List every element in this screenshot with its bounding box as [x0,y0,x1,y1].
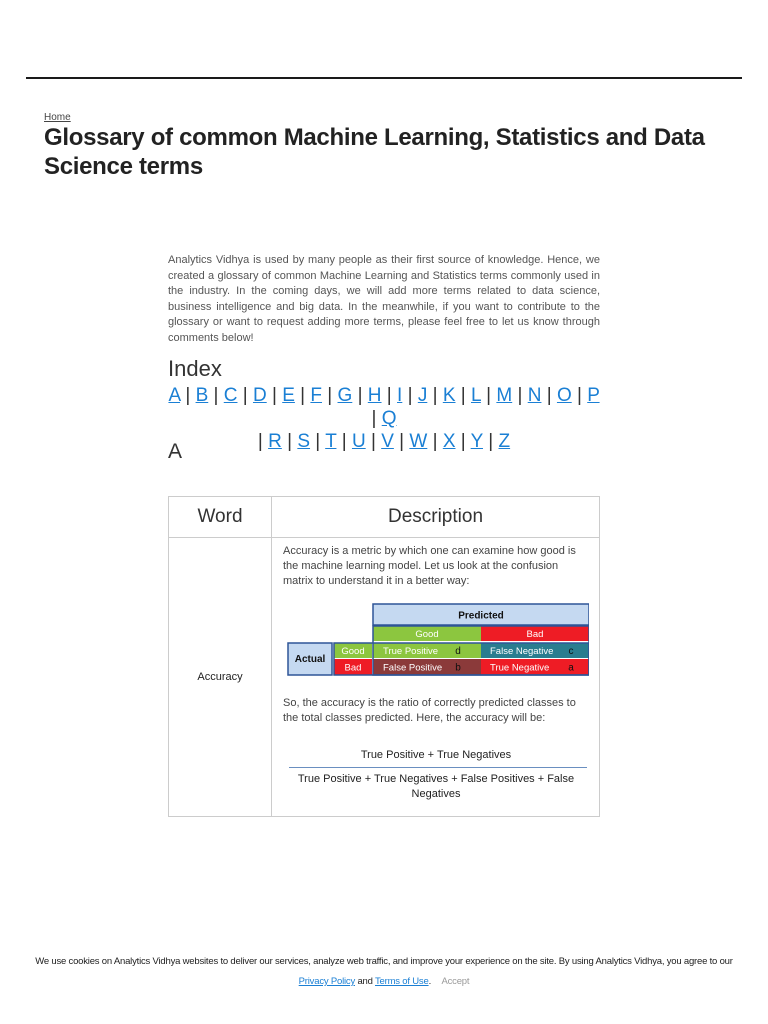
cm-true-positive-label: True Positive [383,646,439,657]
cm-col-bad-label: Bad [526,629,544,640]
alphabet-separator: | [294,385,311,406]
cm-actual-label: Actual [294,654,326,665]
index-letter-p[interactable]: P [587,385,600,406]
cm-col-good-label: Good [415,629,439,640]
cm-false-negative-label: False Negative [490,646,554,657]
section-letter-heading: A [168,440,183,463]
intro-paragraph: Analytics Vidhya is used by many people as their first source of knowledge. Hence, we created a glossary of common Machine Learning and Statistics terms commonly used in the industry. In the coming days, we will add more terms related to data science, business intelligence and big data. In the meanwhile, if you want to contribute to the glossary or want to request adding more terms, please feel free to let us know through comments below! [168,254,600,344]
index-letter-b[interactable]: B [195,385,209,406]
index-letter-q[interactable]: Q [381,408,397,429]
index-letter-w[interactable]: W [409,431,428,452]
top-divider [26,77,742,79]
alphabet-separator: | [365,431,382,452]
table-header-row [169,497,600,538]
alphabet-separator: | [483,431,499,452]
index-letter-z[interactable]: Z [498,431,511,452]
index-letter-s[interactable]: S [297,431,311,452]
term-description [272,538,600,817]
table-row [169,538,600,817]
index-letter-c[interactable]: C [223,385,238,406]
alphabet-separator: | [237,385,253,406]
alphabet-separator: | [322,385,338,406]
alphabet-separator: | [455,385,471,406]
alphabet-separator: | [257,431,269,452]
index-letter-n[interactable]: N [527,385,542,406]
description-intro: Accuracy is a metric by which one can examine how good is the machine learning model. Let us look at the confusion matrix to understand it in a better way: [283,545,576,587]
terms-of-use-link[interactable]: Terms of Use [375,976,429,987]
alphabet-separator: | [571,385,588,406]
breadcrumb-home-link[interactable]: Home [44,112,71,123]
formula-numerator: True Positive + True Negatives [360,749,512,761]
cm-fn-code: c [568,646,574,657]
page-title: Glossary of common Machine Learning, Statistics and Data Science terms [44,124,705,180]
alphabet-separator: | [427,431,443,452]
index-letter-v[interactable]: V [381,431,394,452]
alphabet-separator: | [208,385,224,406]
index-letter-t[interactable]: T [325,431,337,452]
alphabet-separator: | [512,385,528,406]
index-letter-j[interactable]: J [417,385,428,406]
formula-fraction-line [289,767,587,768]
glossary-table [168,496,600,817]
index-letter-g[interactable]: G [337,385,353,406]
alphabet-separator: | [381,385,398,406]
alphabet-separator: | [427,385,443,406]
cm-predicted-label: Predicted [458,610,504,622]
alphabet-separator: | [455,431,471,452]
index-letter-y[interactable]: Y [470,431,483,452]
cm-fp-code: b [455,662,461,674]
index-letter-a[interactable]: A [168,385,181,406]
cm-row-bad-label: Bad [344,662,362,674]
index-letter-o[interactable]: O [556,385,572,406]
cm-false-positive-label: False Positive [383,662,443,674]
confusion-matrix [287,603,589,682]
index-letter-u[interactable]: U [351,431,366,452]
index-letter-r[interactable]: R [268,431,282,452]
index-heading: Index [168,356,222,381]
index-letter-x[interactable]: X [442,431,456,452]
formula-denominator: True Positive + True Negatives + False Positives + False Negatives [297,773,575,800]
cm-row-good-label: Good [341,646,365,657]
accept-cookies-button[interactable]: Accept [441,976,470,987]
alphabet-index [168,384,600,453]
alphabet-separator: | [371,408,382,429]
index-letter-l[interactable]: L [471,385,481,406]
header-word: Word [169,497,272,538]
index-letter-k[interactable]: K [442,385,456,406]
alphabet-row-1 [168,384,600,430]
alphabet-separator: | [352,385,368,406]
alphabet-separator: | [393,431,410,452]
index-letter-f[interactable]: F [310,385,323,406]
alphabet-separator: | [281,431,298,452]
alphabet-separator: | [541,385,557,406]
confusion-matrix-graphic [287,603,589,677]
cookie-text: We use cookies on Analytics Vidhya websites to deliver our services, analyze web traffic, and improve your experience on the site. By using Analytics Vidhya, you agree to our [35,956,733,967]
index-letter-h[interactable]: H [367,385,382,406]
alphabet-row-2 [168,430,600,453]
term-word: Accuracy [169,538,272,817]
privacy-policy-link[interactable]: Privacy Policy [298,976,355,987]
alphabet-separator: | [402,385,418,406]
alphabet-separator: | [480,385,497,406]
cm-tn-code: a [568,662,574,674]
accuracy-formula [283,748,589,802]
alphabet-separator: | [180,385,196,406]
alphabet-separator: | [266,385,283,406]
alphabet-separator: | [336,431,352,452]
cookie-banner [30,952,738,992]
index-letter-i[interactable]: I [397,385,403,406]
description-after: So, the accuracy is the ratio of correctly predicted classes to the total classes predicted. Here, the accuracy will be: [283,697,576,724]
alphabet-separator: | [310,431,326,452]
index-letter-e[interactable]: E [282,385,295,406]
cookie-period: . [428,976,432,987]
cm-true-negative-label: True Negative [490,662,550,674]
cm-tp-code: d [455,646,461,657]
index-letter-d[interactable]: D [252,385,267,406]
cookie-and: and [357,976,373,987]
index-letter-m[interactable]: M [496,385,513,406]
header-description: Description [272,497,600,538]
